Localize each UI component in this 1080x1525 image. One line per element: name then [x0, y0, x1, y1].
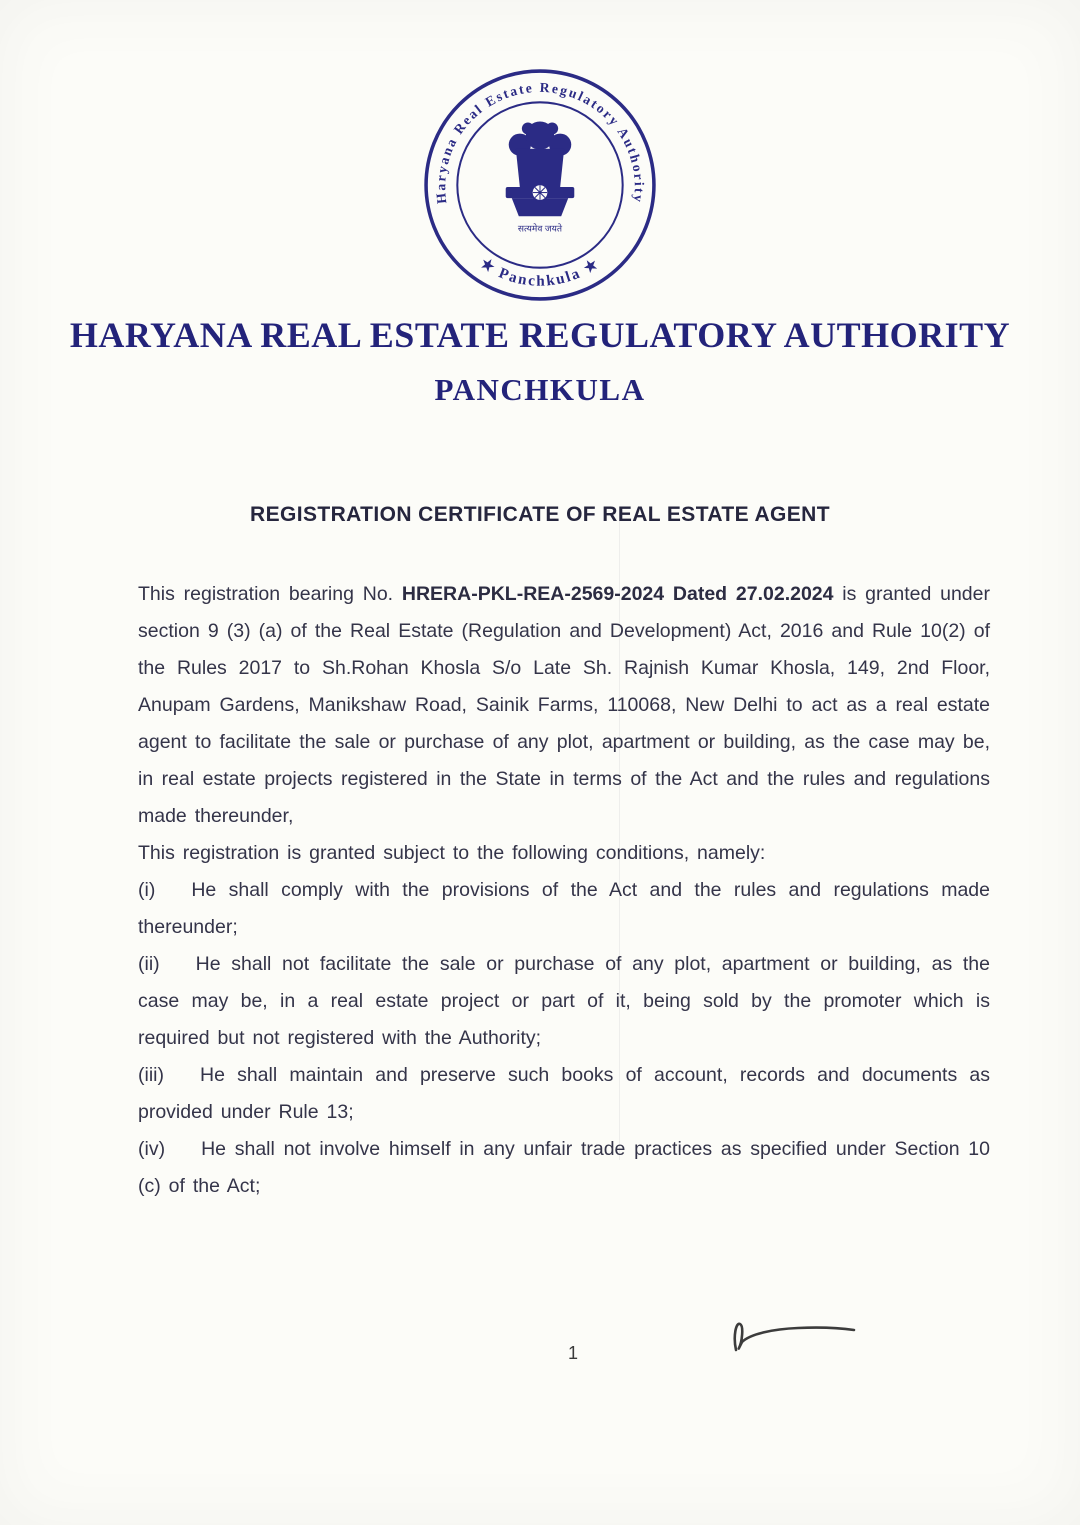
- intro-part2: is granted under section 9 (3) (a) of the Real Estate (Regulation and Development) Act, 2016 and Rule 10(2) of the Rules 2017 to Sh.Rohan Khosla S/o Late Sh. Rajnish Kumar Khosla, 149, 2nd Floor, Anupam Gardens, Manikshaw Road, Sainik Farms, 110068, New Delhi to act as a real estate agent to facilitate the sale or purchase of any plot, apartment or building, as the case may be, in real estate projects registered in the State in terms of the Act and the rules and regulations made thereunder,: [138, 583, 990, 827]
- condition-iii-text: He shall maintain and preserve such books of account, records and documents as provided under Rule 13;: [138, 1064, 990, 1123]
- condition-iv: [138, 1131, 990, 1205]
- registration-number: HRERA-PKL-REA-2569-2024: [401, 583, 665, 605]
- conditions-intro: This registration is granted subject to the following conditions, namely:: [138, 842, 766, 864]
- condition-iii: [138, 1057, 990, 1131]
- certificate-heading: REGISTRATION CERTIFICATE OF REAL ESTATE AGENT: [250, 503, 830, 526]
- dated-label: Dated: [664, 583, 736, 605]
- intro-part1: This registration bearing No.: [138, 583, 402, 605]
- condition-iii-number: (iii): [138, 1064, 164, 1086]
- condition-iv-number: (iv): [138, 1138, 166, 1160]
- condition-ii-text: He shall not facilitate the sale or purchase of any plot, apartment or building, as the case may be, in a real estate project or part of it, being sold by the promoter which is required but not registered with the Authority;: [138, 953, 990, 1049]
- authority-city: PANCHKULA: [434, 372, 646, 407]
- condition-ii: [138, 946, 990, 1057]
- seal-ring-text-bottom: ★ Panchkula ★: [477, 255, 603, 290]
- condition-i: [138, 872, 990, 946]
- certificate-body: [138, 576, 990, 1205]
- seal-ring-text-top: Haryana Real Estate Regulatory Authority: [433, 79, 647, 205]
- registration-date: 27.02.2024: [735, 583, 834, 605]
- svg-text:★ Panchkula ★: [477, 255, 603, 289]
- condition-i-number: (i): [138, 879, 156, 901]
- signature-mark: [728, 1312, 863, 1356]
- intro-paragraph: [138, 576, 990, 835]
- page-number: 1: [568, 1343, 579, 1363]
- condition-i-text: He shall comply with the provisions of the Act and the rules and regulations made thereunder;: [138, 879, 990, 938]
- lion-capital-icon: [506, 121, 575, 216]
- condition-iv-text: He shall not involve himself in any unfair trade practices as specified under Section 10 (c) of the Act;: [138, 1138, 990, 1197]
- chakra-icon: [532, 184, 548, 200]
- seal-motto: सत्यमेव जयते: [517, 223, 563, 234]
- condition-ii-number: (ii): [138, 953, 160, 975]
- authority-title: HARYANA REAL ESTATE REGULATORY AUTHORITY: [69, 315, 1011, 355]
- letterhead: [0, 314, 1080, 408]
- authority-seal: [419, 64, 661, 306]
